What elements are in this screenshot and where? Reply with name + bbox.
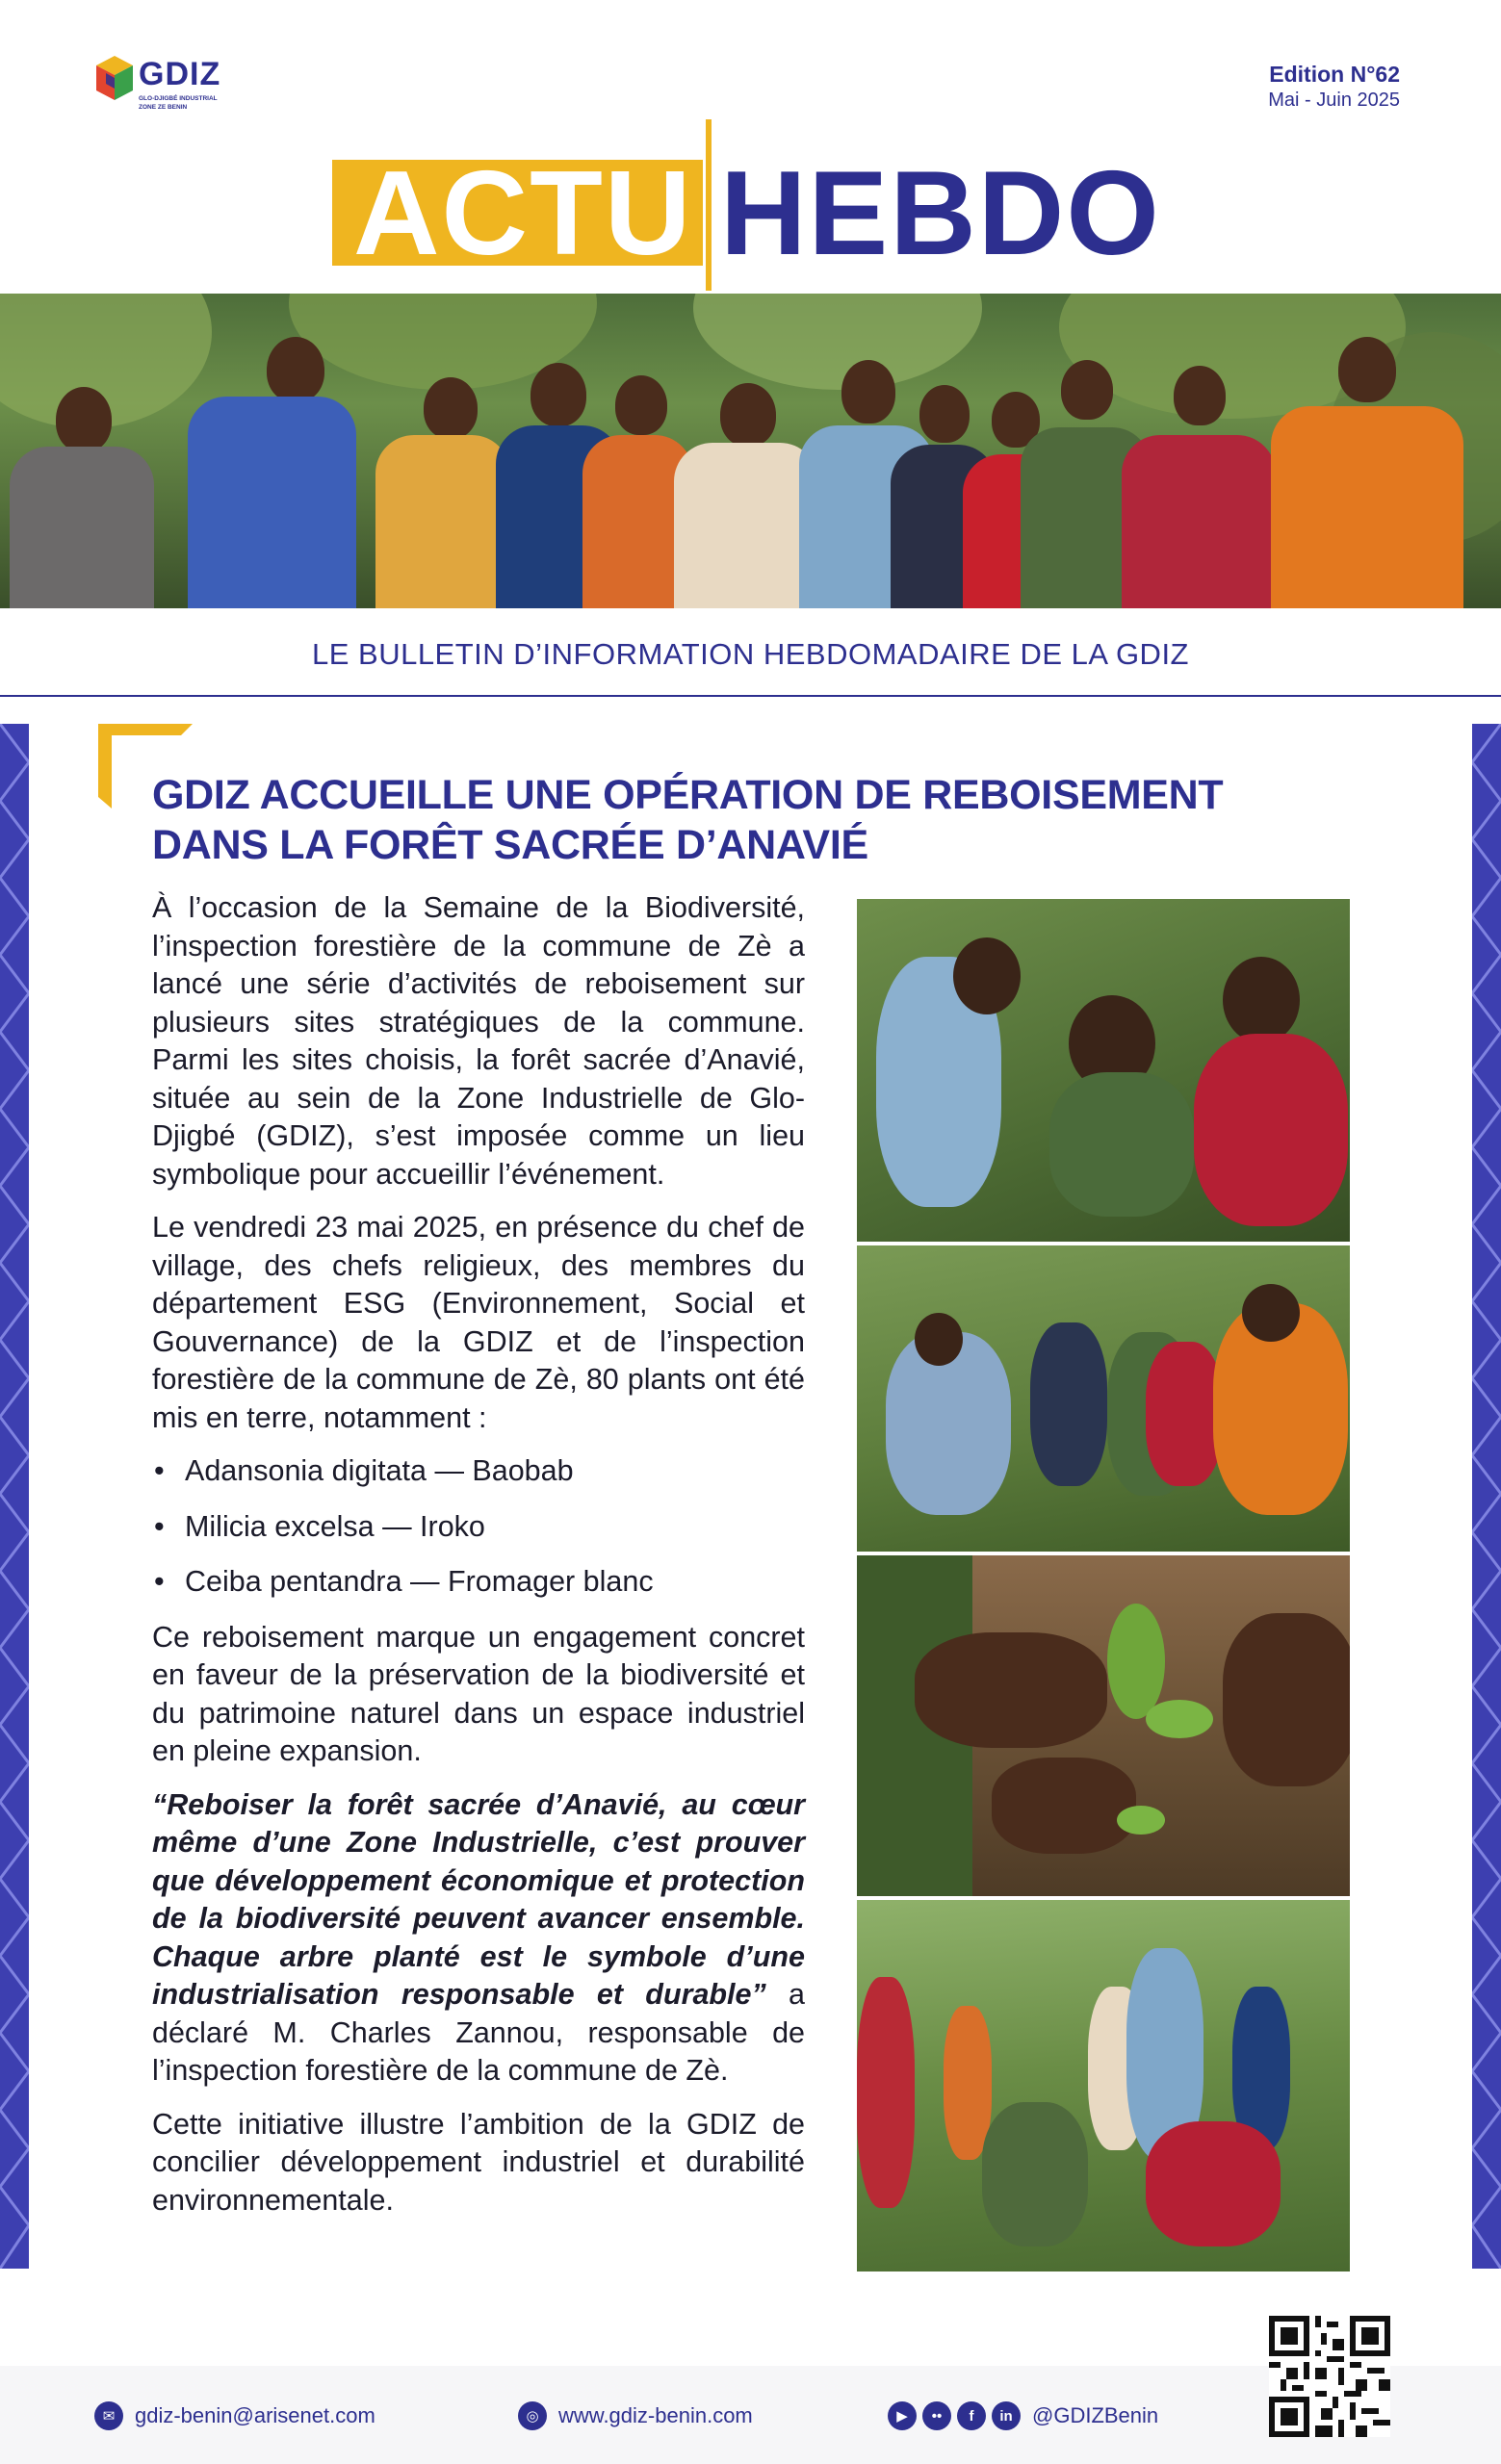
quote-attribution: a déclaré M. Charles Zannou, responsable de l’inspection forestière de la commune de Zè. — [152, 1978, 805, 2087]
article-headline — [152, 770, 1365, 870]
species-list — [152, 1452, 805, 1602]
species-item: • Ceiba pentandra — Fromager blanc — [152, 1563, 805, 1602]
subtitle-band — [0, 608, 1501, 697]
social-icons — [888, 2401, 1021, 2430]
email-icon: ✉ — [94, 2401, 123, 2430]
footer-email[interactable] — [94, 2401, 375, 2430]
species-item: • Adansonia digitata — Baobab — [152, 1452, 805, 1491]
paragraph-conclusion: Cette initiative illustre l’ambition de la GDIZ de concilier développement industriel et durabilité environnementale. — [152, 2107, 805, 2217]
footer-social[interactable] — [888, 2401, 1158, 2430]
footer-website[interactable] — [518, 2401, 753, 2430]
title-hebdo: HEBDO — [720, 147, 1161, 280]
paragraph-intro: À l’occasion de la Semaine de la Biodiversité, l’inspection forestière de la commune de Zè a lancé une série d’activités de reboisement sur plusieurs sites stratégiques de la commune. Parmi les sites choisis, la forêt sacrée d’Anavié, située au sein de la Zone Industrielle de Glo-Djigbé (GDIZ), s’est imposée comme un lieu symbolique pour accueillir l’événement. — [152, 891, 805, 1191]
globe-icon: ◎ — [518, 2401, 547, 2430]
photo-group-planting — [857, 1900, 1350, 2272]
facebook-icon[interactable]: f — [957, 2401, 986, 2430]
logo-cube-icon — [94, 54, 135, 104]
gdiz-logo[interactable] — [94, 50, 239, 114]
photo-column — [857, 899, 1350, 2275]
left-pattern-border — [0, 724, 29, 2269]
email-text: gdiz-benin@arisenet.com — [135, 2403, 375, 2427]
masthead-title — [332, 119, 1179, 283]
title-actu: ACTU — [353, 147, 693, 280]
logo-tagline: GLO-DJIGBÉ INDUSTRIAL ZONE ZE BENIN — [139, 95, 218, 111]
quote-text: “Reboiser la forêt sacrée d’Anavié, au cœur même d’une Zone Industrielle, c’est prouver que développement économique et protection de la biodiversité peuvent avancer ensemble. Chaque arbre planté est le symbole d’une industrialisation responsable et durable” — [152, 1787, 805, 2011]
edition-date: Mai - Juin 2025 — [1268, 90, 1400, 111]
photo-seedling-closeup — [857, 1555, 1350, 1896]
edition-info — [1268, 62, 1400, 112]
linkedin-icon[interactable]: in — [992, 2401, 1021, 2430]
social-handle: @GDIZBenin — [1032, 2403, 1159, 2427]
paragraph-engagement: Ce reboisement marque un engagement concret en faveur de la préservation de la biodiversité et du patrimoine naturel dans un espace industriel en pleine expansion. — [152, 1620, 805, 1767]
headline-line-2: DANS LA FORÊT SACRÉE D’ANAVIÉ — [152, 822, 868, 868]
qr-code-graphic — [1269, 2316, 1390, 2437]
masthead-divider — [706, 119, 712, 291]
species-item: • Milicia excelsa — Iroko — [152, 1508, 805, 1547]
paragraph-quote — [152, 1786, 805, 2091]
logo-wordmark: GDIZ — [139, 56, 221, 92]
edition-number: Edition N°62 — [1269, 62, 1400, 87]
hero-group-photo — [0, 294, 1501, 608]
flickr-icon[interactable]: •• — [922, 2401, 951, 2430]
photo-planting-1 — [857, 899, 1350, 1242]
article-body — [152, 889, 805, 2235]
youtube-icon[interactable]: ▶ — [888, 2401, 917, 2430]
headline-line-1: GDIZ ACCUEILLE UNE OPÉRATION DE REBOISEMENT — [152, 772, 1224, 818]
photo-planting-2 — [857, 1245, 1350, 1552]
qr-code[interactable] — [1269, 2316, 1390, 2437]
website-text: www.gdiz-benin.com — [558, 2403, 753, 2427]
paragraph-event: Le vendredi 23 mai 2025, en présence du chef de village, des chefs religieux, des membres du département ESG (Environnement, Social et Gouvernance) de la GDIZ et de l’inspection forestière de la commune de Zè, 80 plants ont été mis en terre, notamment : — [152, 1211, 805, 1434]
bulletin-subtitle: LE BULLETIN D’INFORMATION HEBDOMADAIRE DE LA GDIZ — [311, 637, 1189, 671]
right-pattern-border — [1472, 724, 1501, 2269]
